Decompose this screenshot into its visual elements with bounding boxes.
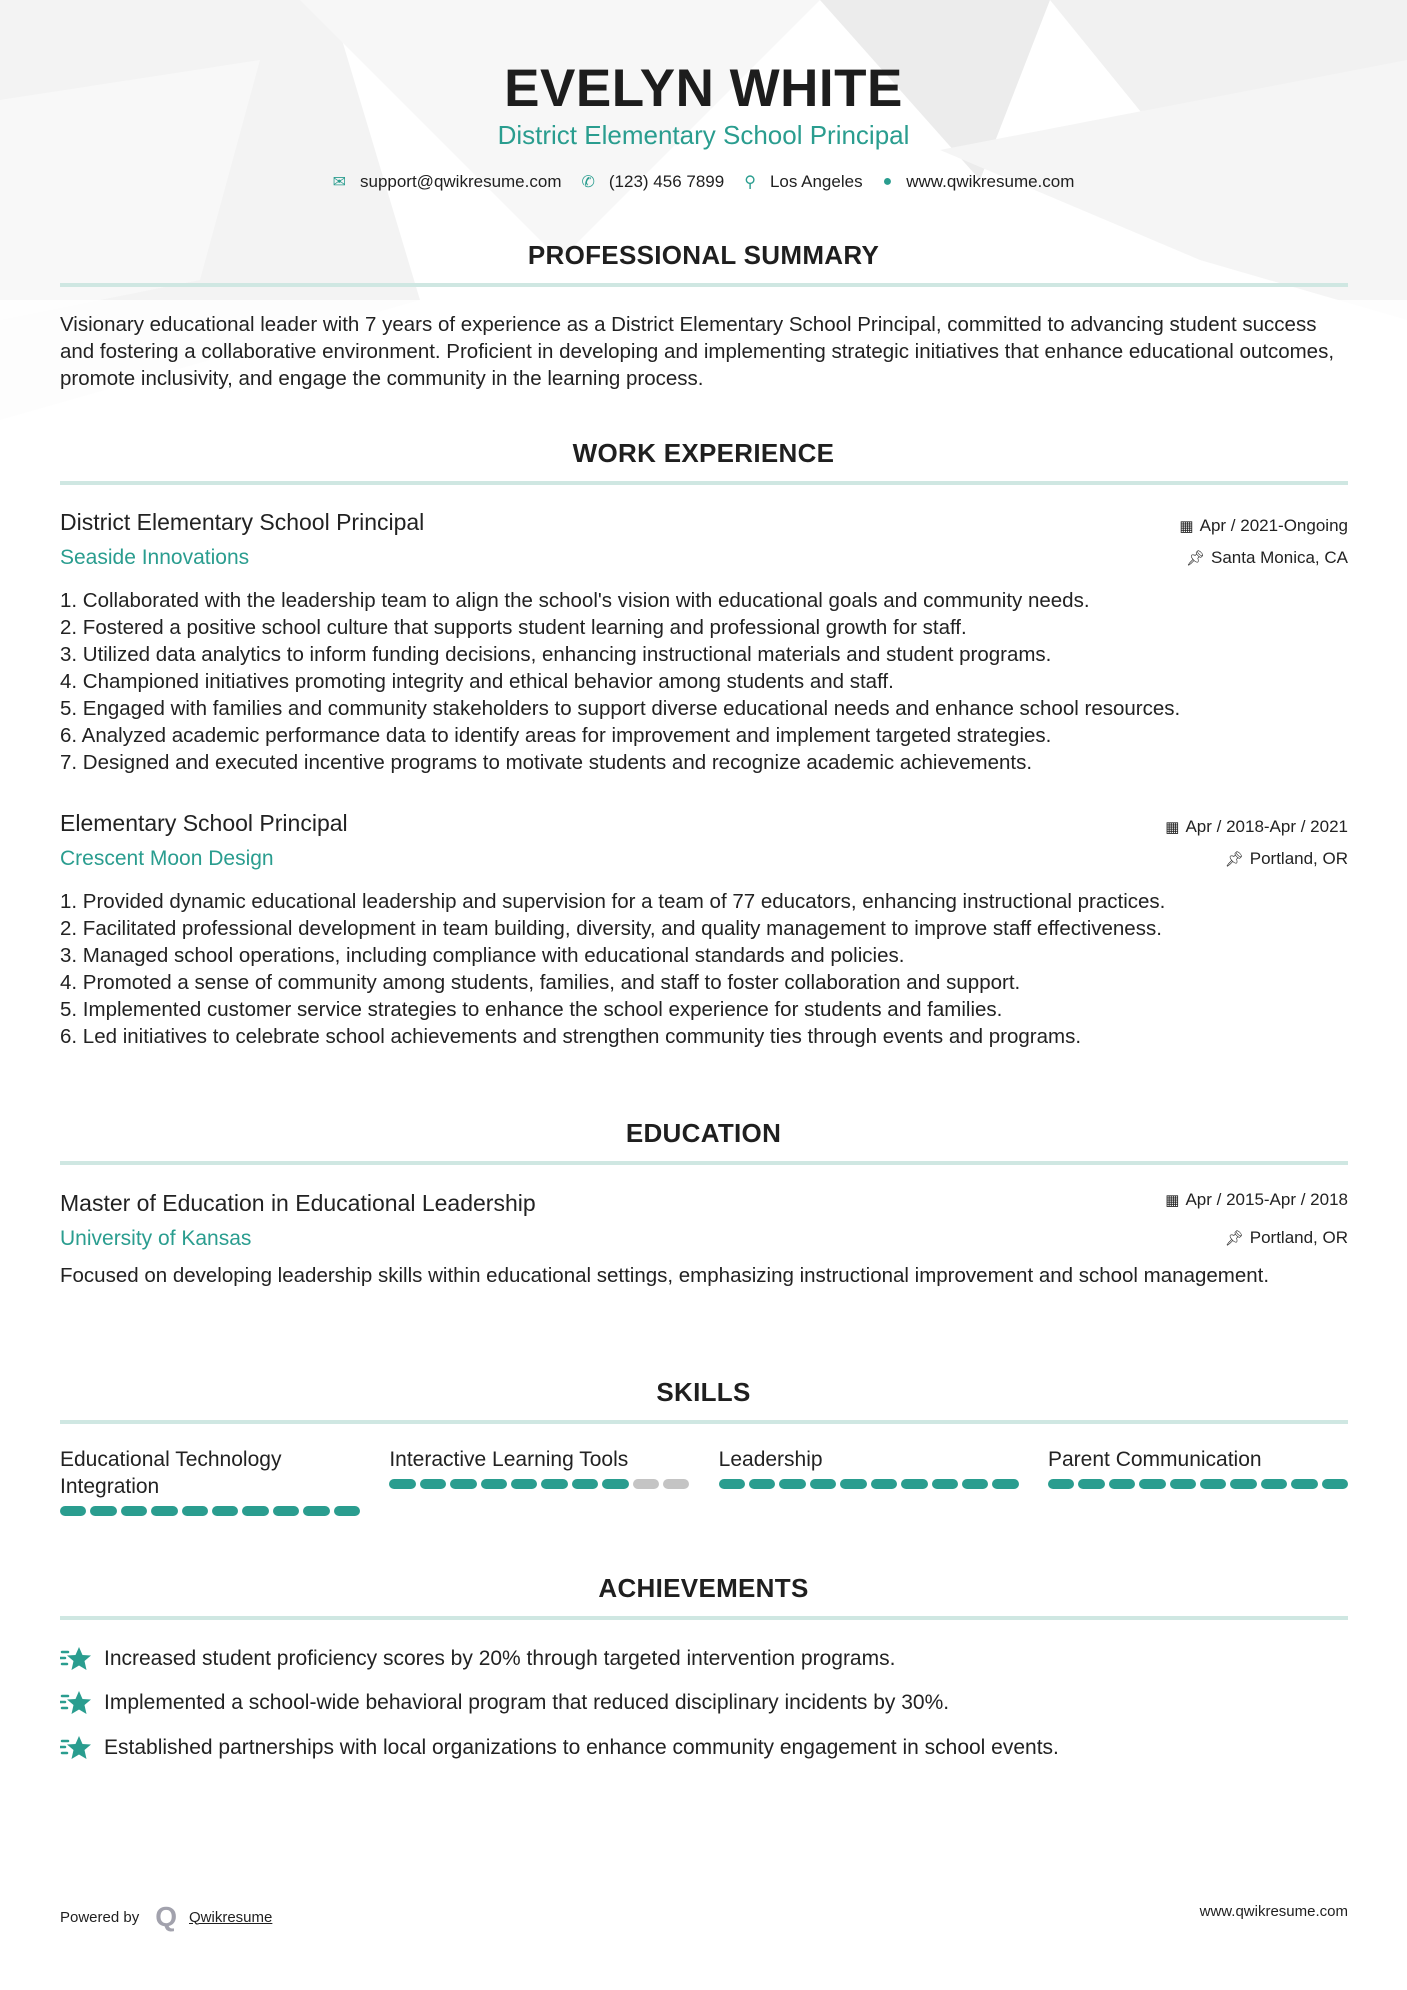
envelope-icon: ✉ xyxy=(332,174,346,191)
skill-segment-filled xyxy=(962,1479,988,1489)
education-location: 📌︎ Portland, OR xyxy=(1224,1228,1348,1247)
section-heading-skills: SKILLS xyxy=(656,1377,751,1407)
skill-segment-filled xyxy=(334,1506,360,1516)
skill-segment-filled xyxy=(511,1479,537,1489)
section-divider xyxy=(60,283,1348,287)
skill-level-bar xyxy=(60,1506,360,1516)
job-date: ▦ Apr / 2018-Apr / 2021 xyxy=(1165,817,1348,836)
list-item: 1. Collaborated with the leadership team to align the school's vision with educational goals and community needs. xyxy=(60,589,1090,612)
contact-phone[interactable]: ✆ (123) 456 7899 xyxy=(581,172,725,191)
section-divider xyxy=(60,1616,1348,1620)
list-item: 7. Designed and executed incentive programs to motivate students and recognize academic achievements. xyxy=(60,751,1033,774)
skill-segment-filled xyxy=(242,1506,268,1516)
skill-name: Interactive Learning Tools xyxy=(389,1448,629,1471)
phone-icon: ✆ xyxy=(581,174,595,191)
skill-segment-filled xyxy=(1139,1479,1165,1489)
globe-icon: ● xyxy=(882,173,893,190)
list-item: 2. Fostered a positive school culture that supports student learning and professional growth for staff. xyxy=(60,616,967,639)
skill-segment-filled xyxy=(602,1479,628,1489)
skill-item xyxy=(60,1446,360,1516)
skill-name: Leadership xyxy=(718,1448,823,1471)
skill-segment-filled xyxy=(840,1479,866,1489)
section-divider xyxy=(60,1420,1348,1424)
achievement-item: Implemented a school-wide behavioral program that reduced disciplinary incidents by 30%. xyxy=(60,1688,949,1718)
candidate-title: District Elementary School Principal xyxy=(497,120,910,150)
skill-segment-filled xyxy=(151,1506,177,1516)
skill-segment-filled xyxy=(481,1479,507,1489)
job-company: Crescent Moon Design xyxy=(60,847,274,870)
list-item: 4. Promoted a sense of community among students, families, and staff to foster collaboration and support. xyxy=(60,971,1021,994)
star-icon xyxy=(60,1644,92,1674)
section-heading-work: WORK EXPERIENCE xyxy=(572,438,835,468)
skill-segment-filled xyxy=(749,1479,775,1489)
list-item: 1. Provided dynamic educational leadership and supervision for a team of 77 educators, enhancing instructional practices. xyxy=(60,890,1166,913)
skill-segment-filled xyxy=(1200,1479,1226,1489)
map-marker-icon: ⚲ xyxy=(744,174,756,191)
skill-name: Parent Communication xyxy=(1047,1448,1262,1471)
skill-segment-filled xyxy=(450,1479,476,1489)
skill-segment-filled xyxy=(273,1506,299,1516)
skills-list xyxy=(60,1446,1348,1516)
job-title: Elementary School Principal xyxy=(60,810,348,836)
achievement-item: Established partnerships with local organizations to enhance community engagement in school events. xyxy=(60,1733,1059,1763)
skill-segment-filled xyxy=(992,1479,1018,1489)
list-item: 2. Facilitated professional development in team building, diversity, and quality management to improve staff effectiveness. xyxy=(60,917,1162,940)
skill-segment-filled xyxy=(1261,1479,1287,1489)
skill-level-bar xyxy=(719,1479,1019,1489)
section-heading-summary: PROFESSIONAL SUMMARY xyxy=(527,240,880,270)
skill-segment-filled xyxy=(1109,1479,1135,1489)
skill-segment-filled xyxy=(60,1506,86,1516)
pin-icon: 📌︎ xyxy=(1224,851,1244,868)
footer-website[interactable]: www.qwikresume.com xyxy=(1199,1903,1348,1920)
contact-bar xyxy=(0,172,1407,192)
degree-title: Master of Education in Educational Leadership xyxy=(60,1190,536,1216)
candidate-name: EVELYN WHITE xyxy=(504,59,903,118)
contact-website[interactable]: ● www.qwikresume.com xyxy=(882,172,1075,191)
section-divider xyxy=(60,1161,1348,1165)
skill-segment-empty xyxy=(633,1479,659,1489)
skill-segment-filled xyxy=(779,1479,805,1489)
list-item: 6. Analyzed academic performance data to identify areas for improvement and implement targeted strategies. xyxy=(60,724,1052,747)
education-date: ▦ Apr / 2015-Apr / 2018 xyxy=(1165,1190,1348,1209)
skill-segment-empty xyxy=(663,1479,689,1489)
skill-segment-filled xyxy=(1291,1479,1317,1489)
qwikresume-logo-icon: Q xyxy=(155,1901,177,1932)
calendar-icon: ▦ xyxy=(1179,518,1194,535)
star-icon xyxy=(60,1688,92,1718)
skill-segment-filled xyxy=(303,1506,329,1516)
education-description: Focused on developing leadership skills within educational settings, emphasizing instructional improvement and school management. xyxy=(60,1264,1270,1287)
list-item: 6. Led initiatives to celebrate school achievements and strengthen community ties through events and programs. xyxy=(60,1025,1082,1048)
skill-segment-filled xyxy=(901,1479,927,1489)
skill-segment-filled xyxy=(932,1479,958,1489)
star-icon xyxy=(60,1733,92,1763)
pin-icon: 📌︎ xyxy=(1224,1230,1244,1247)
skill-segment-filled xyxy=(212,1506,238,1516)
job-bullets xyxy=(60,888,1350,1050)
skill-segment-filled xyxy=(1078,1479,1104,1489)
list-item: 4. Championed initiatives promoting integrity and ethical behavior among students and staff. xyxy=(60,670,894,693)
list-item: 3. Utilized data analytics to inform funding decisions, enhancing instructional materials and student programs. xyxy=(60,643,1052,666)
skill-segment-filled xyxy=(121,1506,147,1516)
job-title: District Elementary School Principal xyxy=(60,509,425,535)
skill-item xyxy=(719,1446,1019,1516)
skill-level-bar xyxy=(1048,1479,1348,1489)
job-date: ▦ Apr / 2021-Ongoing xyxy=(1179,516,1348,535)
skill-segment-filled xyxy=(389,1479,415,1489)
skill-segment-filled xyxy=(90,1506,116,1516)
section-divider xyxy=(60,481,1348,485)
skill-segment-filled xyxy=(1322,1479,1348,1489)
list-item: 5. Engaged with families and community stakeholders to support diverse educational needs and enhance school resources. xyxy=(60,697,1181,720)
skill-segment-filled xyxy=(871,1479,897,1489)
summary-text: Visionary educational leader with 7 years of experience as a District Elementary School Principal, committed to advancing student success and fostering a collaborative environment. Proficient in developing and implementing strategic initiatives that enhance educational outcomes, promote inclusivity, and engage the community in the learning process. xyxy=(60,313,1335,390)
skill-segment-filled xyxy=(572,1479,598,1489)
skill-segment-filled xyxy=(541,1479,567,1489)
skill-segment-filled xyxy=(810,1479,836,1489)
contact-location: ⚲ Los Angeles xyxy=(744,172,863,191)
section-heading-education: EDUCATION xyxy=(625,1118,782,1148)
skill-level-bar xyxy=(389,1479,689,1489)
job-company: Seaside Innovations xyxy=(60,546,250,569)
skill-segment-filled xyxy=(719,1479,745,1489)
achievement-item: Increased student proficiency scores by 20% through targeted intervention programs. xyxy=(60,1644,895,1674)
calendar-icon: ▦ xyxy=(1165,819,1180,836)
job-location: 📌︎ Santa Monica, CA xyxy=(1185,548,1348,567)
skill-name: Educational Technology Integration xyxy=(60,1448,282,1498)
contact-email[interactable]: ✉ support@qwikresume.com xyxy=(332,172,562,191)
skill-segment-filled xyxy=(1170,1479,1196,1489)
brand-link[interactable]: Qwikresume xyxy=(189,1908,273,1926)
job-location: 📌︎ Portland, OR xyxy=(1224,849,1348,868)
list-item: 5. Implemented customer service strategies to enhance the school experience for students and families. xyxy=(60,998,1003,1021)
school-name: University of Kansas xyxy=(60,1227,252,1250)
calendar-icon: ▦ xyxy=(1165,1192,1180,1209)
skill-segment-filled xyxy=(420,1479,446,1489)
list-item: 3. Managed school operations, including compliance with educational standards and policies. xyxy=(60,944,905,967)
skill-segment-filled xyxy=(1048,1479,1074,1489)
skill-segment-filled xyxy=(1230,1479,1256,1489)
skill-item xyxy=(389,1446,689,1516)
pin-icon: 📌︎ xyxy=(1185,550,1205,567)
skill-item xyxy=(1048,1446,1348,1516)
footer-powered-by: Powered by Q Qwikresume xyxy=(60,1901,273,1932)
section-heading-achievements: ACHIEVEMENTS xyxy=(598,1573,809,1603)
job-bullets xyxy=(60,587,1350,776)
skill-segment-filled xyxy=(182,1506,208,1516)
